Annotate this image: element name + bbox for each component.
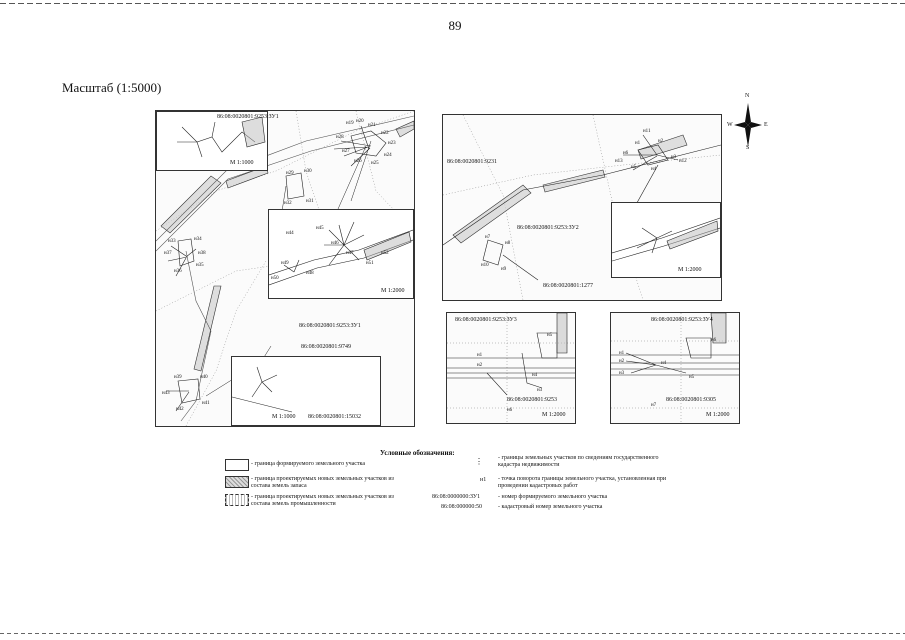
turning-point-label: н1 <box>477 353 483 358</box>
top-border-line <box>0 3 905 4</box>
rt-inset <box>611 202 721 278</box>
legend-item-point: - точка поворота границы земельного участка, установленная при проведении кадастровых работ <box>498 476 667 489</box>
main-map-panel <box>155 110 415 427</box>
turning-point-label: н1 <box>619 351 625 356</box>
rt-inset-scale: М 1:2000 <box>678 267 702 273</box>
bl-cad-a: 86:08:0020801:9253:ЗУ3 <box>455 317 517 323</box>
compass-s: S <box>746 145 750 151</box>
turning-point-label: н4 <box>532 373 538 378</box>
main-cad-label-2: 86:08:0020801:9253:ЗУ1 <box>299 323 361 329</box>
turning-point-label: н46 <box>331 241 339 246</box>
bl-scale: М 1:2000 <box>542 412 566 418</box>
turning-point-label: н28 <box>336 135 344 140</box>
rt-cad-c: 86:08:0020801:1277 <box>543 283 594 289</box>
turning-point-label: н6 <box>711 338 717 343</box>
br-cad-b: 86:08:0020801:9305 <box>666 397 717 403</box>
legend-swatch-formed <box>225 459 249 471</box>
right-top-map-panel <box>442 114 722 301</box>
turning-point-label: н9 <box>501 267 507 272</box>
inset-bottom-cad-label: 86:08:0020801:15032 <box>308 414 362 420</box>
turning-point-label: н21 <box>368 123 376 128</box>
legend-swatch-industry <box>225 494 249 506</box>
turning-point-label: н19 <box>346 121 354 126</box>
turning-point-label: н31 <box>306 199 314 204</box>
inset-bottom-scale: М 1:1000 <box>272 414 296 420</box>
inset-middle-scale: М 1:2000 <box>381 288 405 294</box>
turning-point-label: н38 <box>198 251 206 256</box>
turning-point-label: н48 <box>306 271 314 276</box>
compass-rose <box>727 93 768 151</box>
turning-point-label: н6 <box>623 151 629 156</box>
page-number: 89 <box>448 18 462 33</box>
rt-cad-b: 86:08:0020801:9253:ЗУ2 <box>517 225 579 231</box>
legend-swatch-reserve <box>225 476 249 488</box>
turning-point-label: н51 <box>366 261 374 266</box>
legend-sym-point: н1 <box>480 477 487 483</box>
turning-point-label: н41 <box>202 401 210 406</box>
turning-point-label: н44 <box>286 231 294 236</box>
turning-point-label: н3 <box>537 388 543 393</box>
inset-bottom <box>231 356 381 426</box>
turning-point-label: н39 <box>174 375 182 380</box>
turning-point-label: н49 <box>281 261 289 266</box>
turning-point-label: н24 <box>384 153 392 158</box>
legend-sym-cad: 86:08:000000:50 <box>441 504 483 510</box>
bl-cad-b: 86:08:0020801:9253 <box>507 397 558 403</box>
turning-point-label: н30 <box>304 169 312 174</box>
turning-point-label: н6 <box>507 408 513 413</box>
turning-point-label: н2 <box>477 363 483 368</box>
legend-sym-zu: 86:08:0000000:ЗУ1 <box>432 494 481 500</box>
legend-item-industry: - граница проектируемых новых земельных участков из состава земель промышленности <box>251 494 394 507</box>
compass-icon <box>730 95 766 151</box>
turning-point-label: н33 <box>168 239 176 244</box>
turning-point-label: н22 <box>381 131 389 136</box>
scale-title: Масштаб (1:5000) <box>62 80 162 95</box>
turning-point-label: н26 <box>354 159 362 164</box>
turning-point-label: н35 <box>196 263 204 268</box>
bottom-border-line <box>0 633 905 634</box>
bottom-left-map-panel <box>446 312 576 424</box>
inset-middle-drawing <box>269 210 413 298</box>
turning-point-label: н37 <box>164 251 172 256</box>
rt-cad-a: 86:08:0020801:9231 <box>447 159 498 165</box>
legend-item-cad: - кадастровый номер земельного участка <box>498 504 603 510</box>
turning-point-label: н3 <box>619 371 625 376</box>
turning-point-label: н42 <box>176 407 184 412</box>
turning-point-label: н4 <box>651 167 657 172</box>
legend-item-formed: - граница формируемого земельного участка <box>251 461 366 467</box>
inset-top-left <box>156 111 279 171</box>
turning-point-label: н25 <box>371 161 379 166</box>
turning-point-label: н23 <box>388 141 396 146</box>
main-cad-label-3: 86:08:0020801:9749 <box>301 344 352 350</box>
turning-point-label: н2 <box>619 359 625 364</box>
turning-point-label: н47 <box>346 251 354 256</box>
turning-point-label: н45 <box>316 226 324 231</box>
turning-point-label: н40 <box>200 375 208 380</box>
legend-item-gkn: - границы земельных участков по сведениям государственного кадастра недвижимости <box>498 455 659 468</box>
legend-sym-dotted: ⋮ <box>475 457 483 466</box>
polygon-cluster-left <box>166 239 200 411</box>
turning-point-label: н5 <box>547 333 553 338</box>
bottom-left-map-drawing <box>447 313 575 423</box>
turning-point-label: н52 <box>381 251 389 256</box>
turning-point-label: н8 <box>505 241 511 246</box>
turning-point-label: н50 <box>271 276 279 281</box>
legend-title: Условные обозначения: <box>380 449 455 457</box>
inset-top-scale: М 1:1000 <box>230 160 254 166</box>
rt-inset-drawing <box>612 203 720 277</box>
turning-point-label: н10 <box>481 263 489 268</box>
bottom-right-map-panel <box>610 312 740 424</box>
br-cad-a: 86:08:0020801:9253:ЗУ4 <box>651 317 713 323</box>
turning-point-label: н5 <box>689 375 695 380</box>
legend-item-zu: - номер формируемого земельного участка <box>498 494 608 500</box>
turning-point-label: н32 <box>284 201 292 206</box>
compass-e: E <box>764 122 768 128</box>
turning-point-label: н5 <box>631 165 637 170</box>
inset-middle <box>268 209 414 299</box>
turning-point-label: н4 <box>661 361 667 366</box>
turning-point-label: н7 <box>485 235 491 240</box>
turning-point-label: н1 <box>635 141 641 146</box>
bottom-right-map-drawing <box>611 313 739 423</box>
turning-point-label: н3 <box>671 155 677 160</box>
legend-item-reserve: - граница проектируемых новых земельных участков из состава земель запаса <box>251 476 394 489</box>
br-scale: М 1:2000 <box>706 412 730 418</box>
turning-point-label: н2 <box>658 139 664 144</box>
compass-w: W <box>727 122 733 128</box>
turning-point-label: н7 <box>651 403 657 408</box>
turning-point-label: н36 <box>174 269 182 274</box>
turning-point-label: н43 <box>162 391 170 396</box>
turning-point-label: н27 <box>342 149 350 154</box>
turning-point-label: н34 <box>194 237 202 242</box>
compass-n: N <box>745 93 750 99</box>
turning-point-label: н11 <box>643 129 651 134</box>
turning-point-label: н12 <box>679 159 687 164</box>
turning-point-label: н13 <box>615 159 623 164</box>
inset-top-cad-label: 86:08:0020801:9253:ЗУ1 <box>217 114 279 120</box>
turning-point-label: н29 <box>286 171 294 176</box>
turning-point-label: н20 <box>356 119 364 124</box>
